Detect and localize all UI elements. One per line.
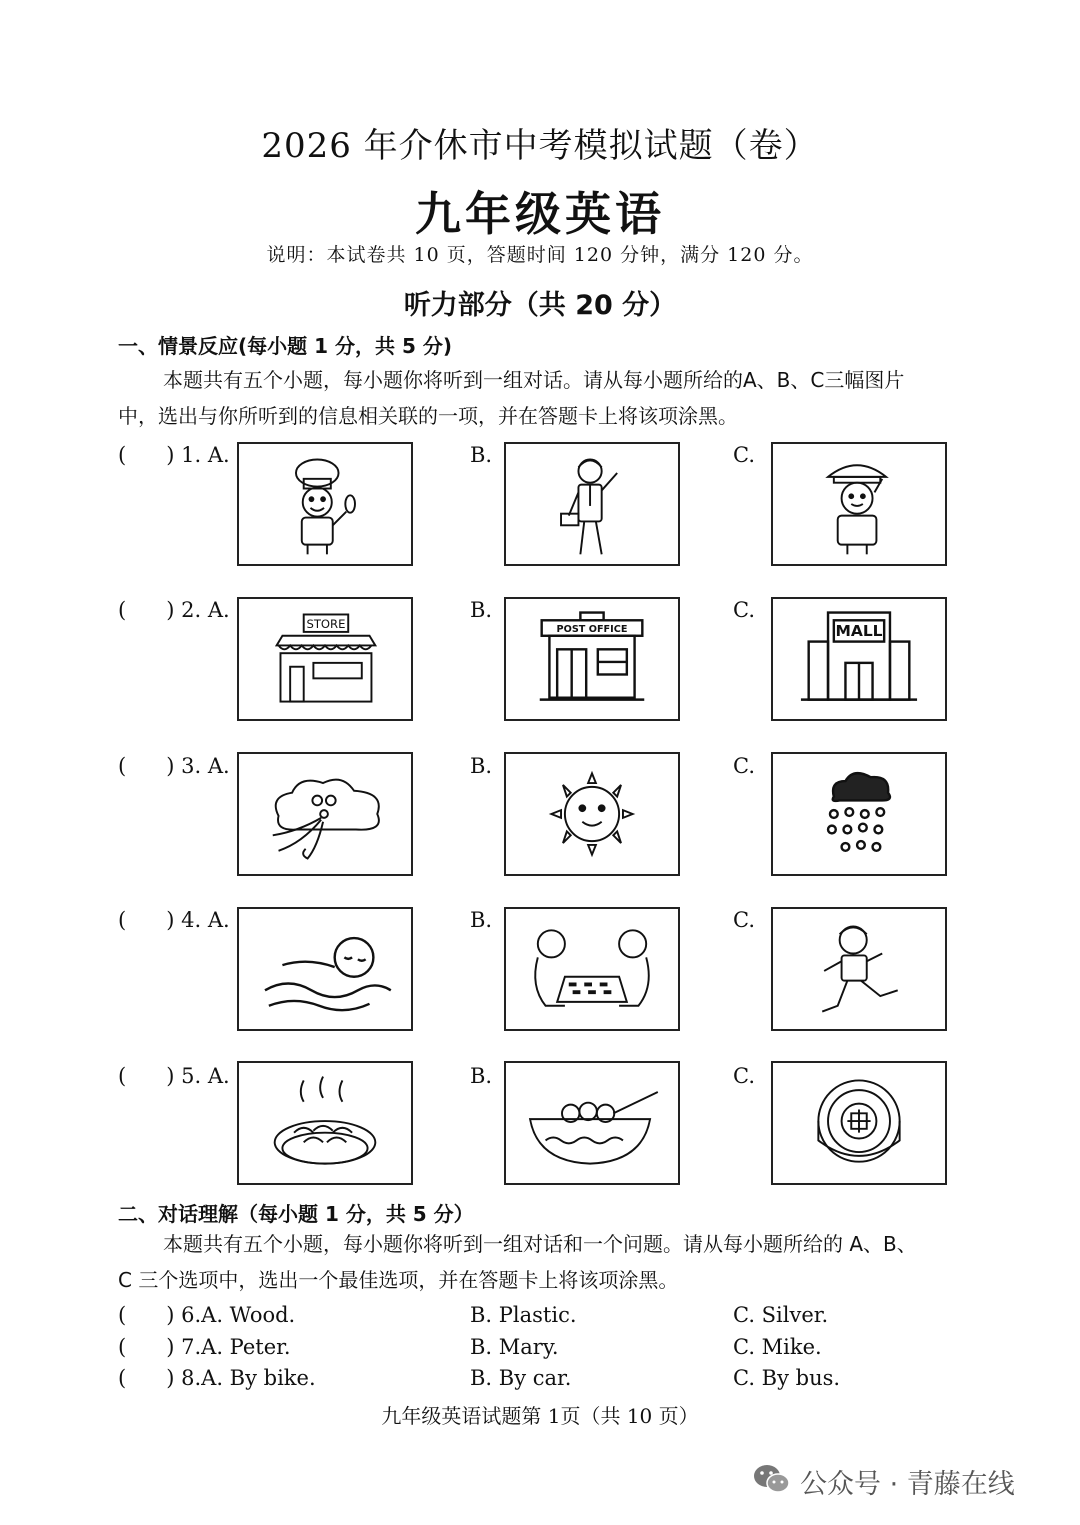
playing-chess-icon bbox=[506, 909, 678, 1029]
section2-heading: 二、对话理解（每小题 1 分，共 5 分） bbox=[118, 1202, 474, 1226]
question-5-label: ( ) 5. A. bbox=[118, 1064, 230, 1088]
q1-picture-c[interactable] bbox=[771, 442, 947, 566]
q1-picture-a[interactable] bbox=[237, 442, 413, 566]
rain-cloud-icon bbox=[773, 754, 945, 874]
question-7-option-b: B. Mary. bbox=[470, 1335, 559, 1359]
question-3-option-b: B. bbox=[470, 754, 493, 778]
mooncake-icon bbox=[773, 1063, 945, 1183]
question-7-option-a: ( ) 7.A. Peter. bbox=[118, 1335, 291, 1359]
q3-picture-c[interactable] bbox=[771, 752, 947, 876]
mall-sign: MALL bbox=[835, 621, 883, 640]
swimming-icon bbox=[239, 909, 411, 1029]
post-office-icon bbox=[506, 599, 678, 719]
chef-icon bbox=[239, 444, 411, 564]
windy-cloud-icon bbox=[239, 754, 411, 874]
question-3-option-c: C. bbox=[733, 754, 755, 778]
page-footer: 九年级英语试题第 1页（共 10 页） bbox=[381, 1404, 699, 1428]
question-8-option-c: C. By bus. bbox=[733, 1366, 841, 1390]
q2-picture-a[interactable] bbox=[237, 597, 413, 721]
question-6-option-b: B. Plastic. bbox=[470, 1303, 577, 1327]
q5-picture-a[interactable] bbox=[237, 1061, 413, 1185]
question-4-option-b: B. bbox=[470, 908, 493, 932]
q4-picture-b[interactable] bbox=[504, 907, 680, 1031]
store-sign: STORE bbox=[306, 617, 346, 632]
section1-heading: 一、情景反应(每小题 1 分，共 5 分) bbox=[118, 334, 452, 358]
question-2-label: ( ) 2. A. bbox=[118, 598, 230, 622]
question-4-label: ( ) 4. A. bbox=[118, 908, 230, 932]
question-8-option-a: ( ) 8.A. By bike. bbox=[118, 1366, 316, 1390]
tangyuan-bowl-icon bbox=[506, 1063, 678, 1183]
q2-picture-b[interactable] bbox=[504, 597, 680, 721]
store-icon bbox=[239, 599, 411, 719]
post-office-sign: POST OFFICE bbox=[556, 623, 628, 635]
mall-icon bbox=[773, 599, 945, 719]
dumplings-icon bbox=[239, 1063, 411, 1183]
q5-picture-b[interactable] bbox=[504, 1061, 680, 1185]
exam-title: 2026 年介休市中考模拟试题（卷） bbox=[261, 126, 819, 166]
police-officer-icon bbox=[773, 444, 945, 564]
q3-picture-a[interactable] bbox=[237, 752, 413, 876]
question-5-option-c: C. bbox=[733, 1064, 755, 1088]
question-2-option-b: B. bbox=[470, 598, 493, 622]
subject-title: 九年级英语 bbox=[415, 187, 665, 241]
running-icon bbox=[773, 909, 945, 1029]
q4-picture-a[interactable] bbox=[237, 907, 413, 1031]
q1-picture-b[interactable] bbox=[504, 442, 680, 566]
question-5-option-b: B. bbox=[470, 1064, 493, 1088]
question-1-label: ( ) 1. A. bbox=[118, 443, 230, 467]
question-8-option-b: B. By car. bbox=[470, 1366, 572, 1390]
section1-instruction-line1: 本题共有五个小题，每小题你将听到一组对话。请从每小题所给的A、B、C三幅图片 bbox=[163, 368, 905, 392]
watermark-text: 公众号 · 青藤在线 bbox=[800, 1469, 1015, 1500]
q3-picture-b[interactable] bbox=[504, 752, 680, 876]
q5-picture-c[interactable] bbox=[771, 1061, 947, 1185]
exam-note: 说明：本试卷共 10 页，答题时间 120 分钟，满分 120 分。 bbox=[266, 244, 814, 266]
section1-instruction-line2: 中，选出与你所听到的信息相关联的一项，并在答题卡上将该项涂黑。 bbox=[118, 404, 738, 428]
question-2-option-c: C. bbox=[733, 598, 755, 622]
question-6-option-a: ( ) 6.A. Wood. bbox=[118, 1303, 296, 1327]
question-4-option-c: C. bbox=[733, 908, 755, 932]
teacher-icon bbox=[506, 444, 678, 564]
listening-section-title: 听力部分（共 20 分） bbox=[403, 290, 677, 321]
section2-instruction-line2: C 三个选项中，选出一个最佳选项，并在答题卡上将该项涂黑。 bbox=[118, 1268, 679, 1292]
question-6-option-c: C. Silver. bbox=[733, 1303, 829, 1327]
q4-picture-c[interactable] bbox=[771, 907, 947, 1031]
question-1-option-b: B. bbox=[470, 443, 493, 467]
q2-picture-c[interactable] bbox=[771, 597, 947, 721]
question-1-option-c: C. bbox=[733, 443, 755, 467]
section2-instruction-line1: 本题共有五个小题，每小题你将听到一组对话和一个问题。请从每小题所给的 A、B、 bbox=[163, 1232, 917, 1256]
question-3-label: ( ) 3. A. bbox=[118, 754, 230, 778]
sun-icon bbox=[506, 754, 678, 874]
question-7-option-c: C. Mike. bbox=[733, 1335, 822, 1359]
wechat-icon bbox=[752, 1462, 792, 1496]
